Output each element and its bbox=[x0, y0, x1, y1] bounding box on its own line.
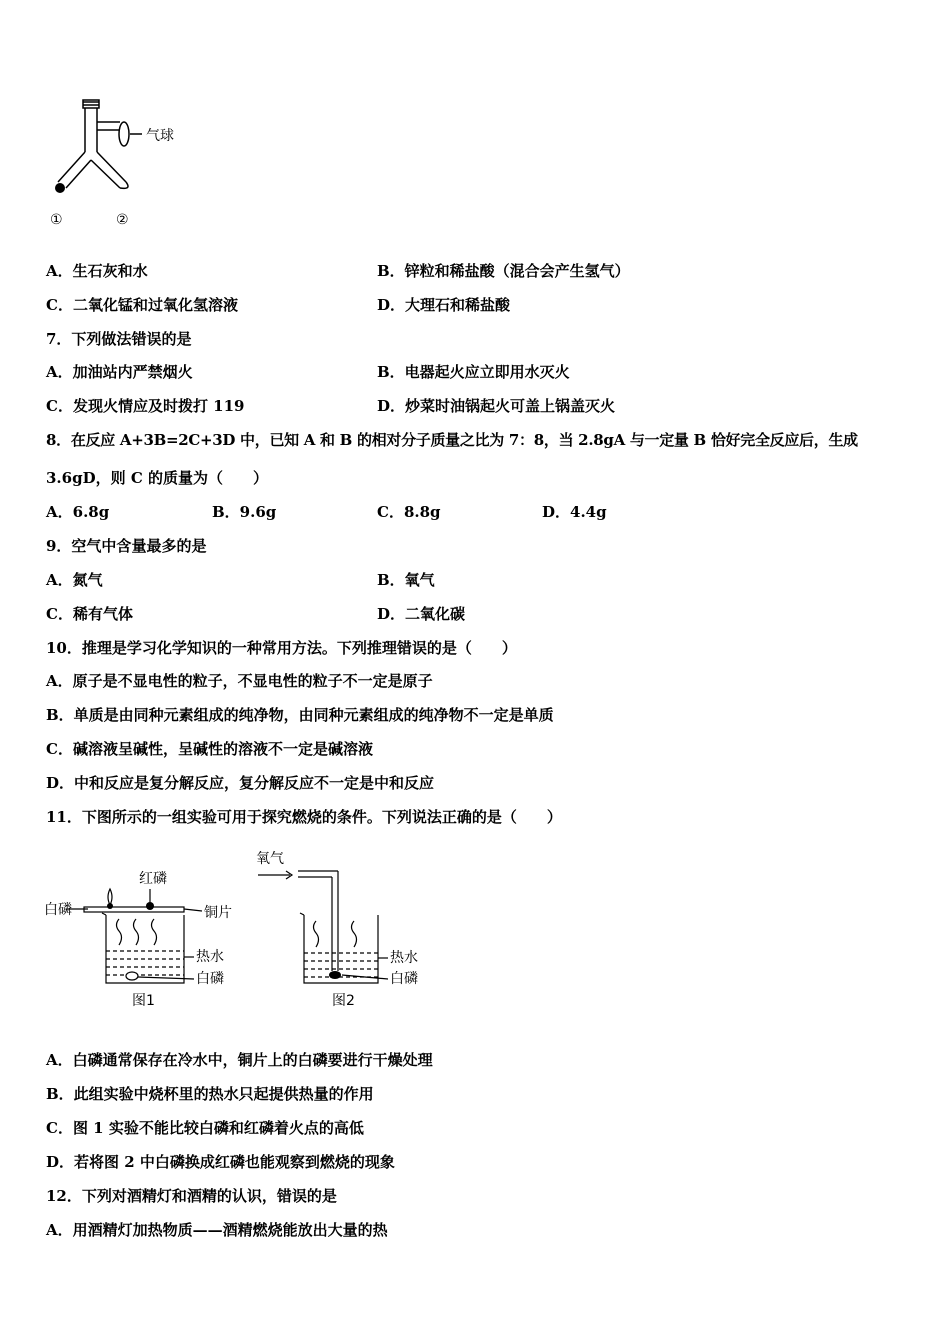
q9-stem: 9．空气中含量最多的是 bbox=[46, 537, 207, 555]
q10-stem: 10．推理是学习化学知识的一种常用方法。下列推理错误的是（ ） bbox=[46, 639, 517, 657]
q9-option-a: A．氮气 bbox=[46, 571, 103, 589]
q6-option-a: A．生石灰和水 bbox=[46, 262, 148, 280]
fig2-caption: 图2 bbox=[332, 993, 355, 1009]
q10-option-c: C．碱溶液呈碱性，呈碱性的溶液不一定是碱溶液 bbox=[46, 740, 373, 758]
q7-option-c: C．发现火情应及时拨打 119 bbox=[46, 397, 245, 415]
q8-option-d: D．4.4g bbox=[542, 503, 607, 521]
balloon-label: 气球 bbox=[146, 128, 174, 144]
q9-option-b: B．氧气 bbox=[377, 571, 435, 589]
combustion-figure-2 bbox=[250, 843, 440, 1015]
fig1-hot-water-label: 热水 bbox=[196, 949, 224, 965]
combustion-figure-1 bbox=[44, 855, 244, 1015]
fig2-hot-water-label: 热水 bbox=[390, 950, 418, 966]
q8-option-b: B．9.6g bbox=[212, 503, 277, 521]
q11-option-d: D．若将图 2 中白磷换成红磷也能观察到燃烧的现象 bbox=[46, 1153, 395, 1171]
q10-option-a: A．原子是不显电性的粒子，不显电性的粒子不一定是原子 bbox=[46, 672, 433, 690]
fig1-caption: 图1 bbox=[132, 993, 155, 1009]
y-tube-figure bbox=[40, 96, 200, 231]
q6-option-b: B．锌粒和稀盐酸（混合会产生氢气） bbox=[377, 262, 630, 280]
tube-label-1: ① bbox=[50, 212, 63, 228]
q12-stem: 12．下列对酒精灯和酒精的认识，错误的是 bbox=[46, 1187, 337, 1205]
q9-option-d: D．二氧化碳 bbox=[377, 605, 466, 623]
q7-stem: 7．下列做法错误的是 bbox=[46, 330, 192, 348]
fig1-copper-label: 铜片 bbox=[204, 905, 232, 921]
q9-option-c: C．稀有气体 bbox=[46, 605, 133, 623]
q8-stem-line2: 3.6gD，则 C 的质量为（ ） bbox=[46, 469, 268, 487]
q12-option-a: A．用酒精灯加热物质——酒精燃烧能放出大量的热 bbox=[46, 1221, 388, 1239]
fig1-white-phosphorus-label: 白磷 bbox=[44, 902, 72, 918]
q8-option-a: A．6.8g bbox=[46, 503, 110, 521]
q11-stem: 11．下图所示的一组实验可用于探究燃烧的条件。下列说法正确的是（ ） bbox=[46, 808, 562, 826]
q10-option-b: B．单质是由同种元素组成的纯净物，由同种元素组成的纯净物不一定是单质 bbox=[46, 706, 554, 724]
q6-option-c: C．二氧化锰和过氧化氢溶液 bbox=[46, 296, 238, 314]
q8-stem-line1: 8．在反应 A+3B=2C+3D 中，已知 A 和 B 的相对分子质量之比为 7：8，当 2.8gA 与一定量 B 恰好完全反应后，生成 bbox=[46, 431, 858, 449]
q7-option-d: D．炒菜时油锅起火可盖上锅盖灭火 bbox=[377, 397, 616, 415]
q11-option-c: C．图 1 实验不能比较白磷和红磷着火点的高低 bbox=[46, 1119, 364, 1137]
fig1-white-phosphorus-water-label: 白磷 bbox=[196, 971, 224, 987]
q7-option-b: B．电器起火应立即用水灭火 bbox=[377, 363, 570, 381]
fig1-red-phosphorus-label: 红磷 bbox=[139, 871, 167, 887]
q6-option-d: D．大理石和稀盐酸 bbox=[377, 296, 511, 314]
fig2-oxygen-label: 氧气 bbox=[256, 851, 284, 867]
q7-option-a: A．加油站内严禁烟火 bbox=[46, 363, 193, 381]
q8-option-c: C．8.8g bbox=[377, 503, 441, 521]
tube-label-2: ② bbox=[116, 212, 129, 228]
q11-option-b: B．此组实验中烧杯里的热水只起提供热量的作用 bbox=[46, 1085, 374, 1103]
fig2-white-phosphorus-label: 白磷 bbox=[390, 971, 418, 987]
q10-option-d: D．中和反应是复分解反应，复分解反应不一定是中和反应 bbox=[46, 774, 435, 792]
q11-option-a: A．白磷通常保存在冷水中，铜片上的白磷要进行干燥处理 bbox=[46, 1051, 433, 1069]
